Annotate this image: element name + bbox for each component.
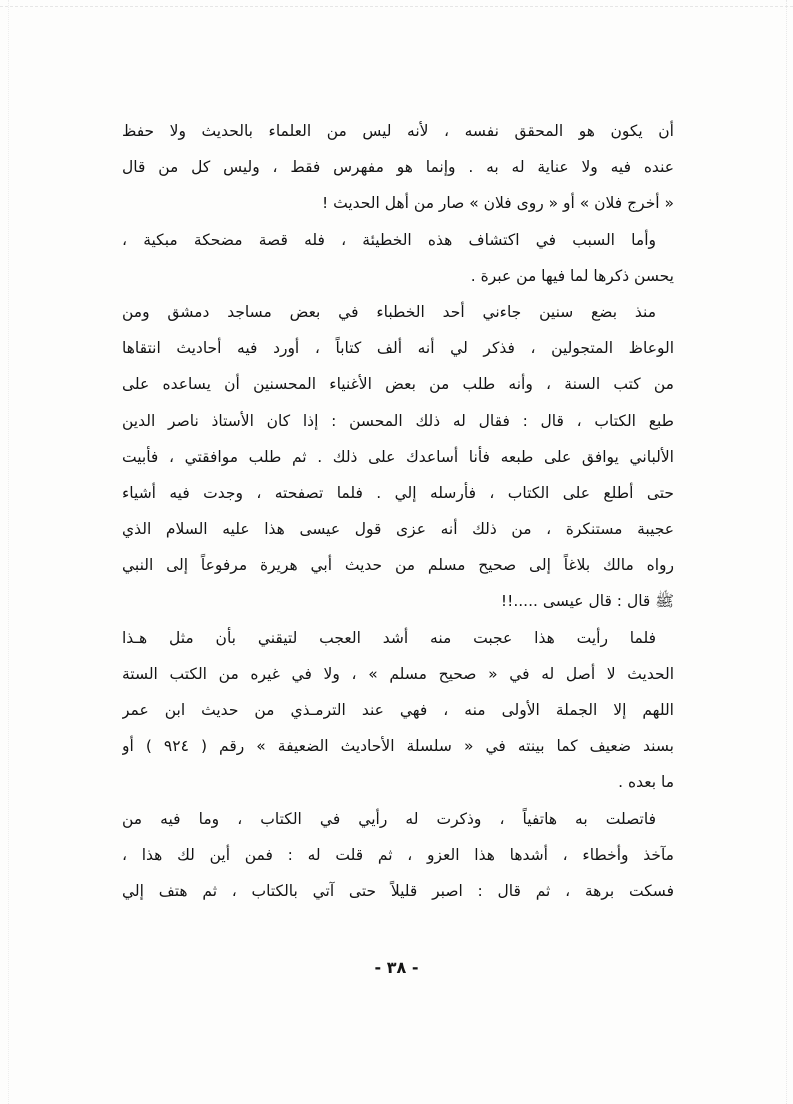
text-line: مآخذ وأخطاء ، أشدها هذا العزو ، ثم قلت له : فمن أين لك هذا ، bbox=[122, 845, 674, 864]
text-line: الألباني يوافق على طبعه فأنا أساعدك على ذلك . ثم طلب موافقتي ، فأبيت bbox=[122, 447, 674, 466]
text-line: رواه مالك بلاغاً إلى صحيح مسلم من حديث أبي هريرة مرفوعاً إلى النبي bbox=[122, 556, 674, 575]
text-line: الوعاظ المتجولين ، فذكر لي أنه ألف كتاباً ، أورد فيه أحاديث انتقاها bbox=[122, 339, 674, 358]
scan-edge-top bbox=[0, 6, 793, 7]
scan-edge-right bbox=[786, 0, 787, 1104]
page-number: - ٣٨ - bbox=[374, 958, 419, 977]
body-text bbox=[122, 113, 674, 909]
paragraph bbox=[122, 113, 674, 222]
text-line: « أخرج فلان » أو « روى فلان » صار من أهل الحديث ! bbox=[321, 194, 674, 213]
text-line: عنده فيه ولا عناية له به . وإنما هو مفهرس فقط ، وليس كل من قال bbox=[122, 158, 674, 177]
text-line: يحسن ذكرها لما فيها من عبرة . bbox=[470, 266, 674, 285]
text-line: ما بعده . bbox=[618, 773, 674, 792]
text-line: أن يكون هو المحقق نفسه ، لأنه ليس من العلماء بالحديث ولا حفظ bbox=[122, 122, 674, 140]
text-line: حتى أطلع على الكتاب ، فأرسله إلي . فلما تصفحته ، وجدت فيه أشياء bbox=[122, 483, 674, 502]
text-line: طبع الكتاب ، قال : فقال له ذلك المحسن : إذا كان الأستاذ ناصر الدين bbox=[122, 411, 674, 430]
text-line: فسكت برهة ، ثم قال : اصبر قليلاً حتى آتي بالكتاب ، ثم هتف إلي bbox=[122, 881, 674, 900]
paragraph bbox=[122, 222, 674, 294]
text-line: الحديث لا أصل له في « صحيح مسلم » ، ولا في غيره من الكتب الستة bbox=[122, 664, 674, 683]
text-line: بسند ضعيف كما بينته في « سلسلة الأحاديث الضعيفة » رقم ( ٩٢٤ ) أو bbox=[122, 737, 674, 756]
text-line: وأما السبب في اكتشاف هذه الخطيئة ، فله قصة مضحكة مبكية ، bbox=[122, 230, 656, 249]
text-line: من كتب السنة ، وأنه طلب من بعض الأغنياء المحسنين أن يساعده على bbox=[122, 375, 674, 394]
text-line: فاتصلت به هاتفياً ، وذكرت له رأيي في الكتاب ، وما فيه من bbox=[122, 809, 656, 828]
text-line: منذ بضع سنين جاءني أحد الخطباء في بعض مساجد دمشق ومن bbox=[122, 302, 656, 321]
text-line: عجيبة مستنكرة ، من ذلك أنه عزى قول عيسى هذا عليه السلام الذي bbox=[122, 520, 674, 539]
paragraph bbox=[122, 801, 674, 910]
text-line: ﷺ قال : قال عيسى .....!! bbox=[500, 592, 674, 611]
scan-edge-left bbox=[8, 0, 9, 1104]
paragraph bbox=[122, 620, 674, 801]
paragraph bbox=[122, 294, 674, 620]
text-line: اللهم إلا الجملة الأولى منه ، فهي عند الترمـذي من حديث ابن عمر bbox=[122, 701, 674, 719]
text-line: فلما رأيت هذا عجبت منه أشد العجب لتيقني بأن مثل هـذا bbox=[122, 628, 656, 647]
